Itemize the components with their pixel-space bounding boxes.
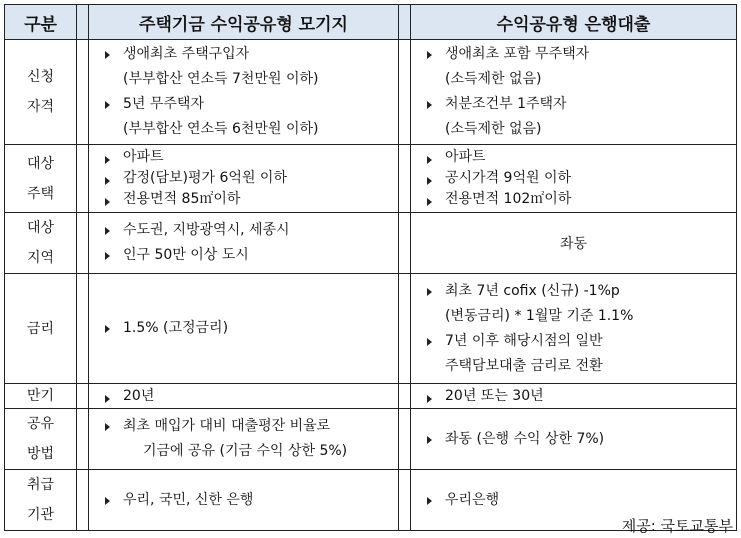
row-label: 방법 xyxy=(26,446,55,462)
table-row xyxy=(5,384,737,409)
list-item: 20년 xyxy=(103,386,398,406)
list-item-note: 기금에 공유 (기금 수익 상한 5%) xyxy=(143,443,348,459)
row-label: 금리 xyxy=(5,274,77,384)
table-row xyxy=(5,409,737,470)
header-row xyxy=(5,5,737,40)
list-item-note: (부부합산 연소득 7천만원 이하) xyxy=(123,71,319,87)
row-label: 대상 xyxy=(26,155,55,172)
list-item: 20년 또는 30년 xyxy=(425,386,736,406)
list-item: 인구 50만 이상 도시 xyxy=(103,243,398,268)
table-row xyxy=(5,40,737,145)
list-item: 최초 7년 cofix (신규) -1%p xyxy=(425,279,736,304)
header-fund-mortgage: 주택기금 수익공유형 모기지 xyxy=(89,5,399,40)
table-row xyxy=(5,213,737,274)
list-item: 아파트 xyxy=(425,147,736,168)
list-item: 7년 이후 해당시점의 일반 xyxy=(425,329,736,354)
row-label: 공유 xyxy=(26,416,55,432)
list-item-note: 주택담보대출 금리로 전환 xyxy=(445,357,603,374)
list-item: 감정(담보)평가 6억원 이하 xyxy=(103,168,398,189)
list-item: 수도권, 지방광역시, 세종시 xyxy=(103,218,398,243)
list-item: 우리은행 xyxy=(425,488,736,513)
list-item: 좌동 (은행 수익 상한 7%) xyxy=(425,427,736,452)
list-item: 아파트 xyxy=(103,147,398,168)
list-item-note: (소득제한 없음) xyxy=(445,71,542,87)
row-label: 지역 xyxy=(26,250,55,266)
row-label: 대상 xyxy=(26,220,55,236)
list-item: 전용면적 102㎡이하 xyxy=(425,189,736,210)
list-item: 5년 무주택자 xyxy=(103,92,398,117)
table-row xyxy=(5,274,737,384)
list-item: 공시가격 9억원 이하 xyxy=(425,168,736,189)
list-item: 생애최초 포함 무주택자 xyxy=(425,42,736,67)
row-label: 만기 xyxy=(5,384,77,409)
row-label: 기관 xyxy=(26,507,55,523)
row-label: 신청 xyxy=(26,69,55,85)
header-bank-loan: 수익공유형 은행대출 xyxy=(411,5,737,40)
row-label: 취급 xyxy=(26,477,55,493)
list-item: 처분조건부 1주택자 xyxy=(425,92,736,117)
list-item-note: (변동금리) * 1월말 기준 1.1% xyxy=(445,307,634,324)
row-label: 주택 xyxy=(26,185,55,202)
list-item: 최초 매입가 대비 대출평잔 비율로 xyxy=(103,414,398,439)
header-category: 구분 xyxy=(5,5,77,40)
source-caption: 제공: 국토교통부 xyxy=(621,517,733,535)
list-item: 우리, 국민, 신한 은행 xyxy=(103,488,398,513)
list-item-note: (소득제한 없음) xyxy=(445,121,542,137)
same-as-left: 좌동 xyxy=(411,213,737,274)
comparison-table xyxy=(4,4,737,531)
list-item: 생애최초 주택구입자 xyxy=(103,42,398,67)
list-item: 1.5% (고정금리) xyxy=(103,316,398,341)
table-row xyxy=(5,145,737,213)
row-label: 자격 xyxy=(26,99,55,115)
list-item-note: (부부합산 연소득 6천만원 이하) xyxy=(123,121,319,137)
list-item: 전용면적 85㎡이하 xyxy=(103,189,398,210)
